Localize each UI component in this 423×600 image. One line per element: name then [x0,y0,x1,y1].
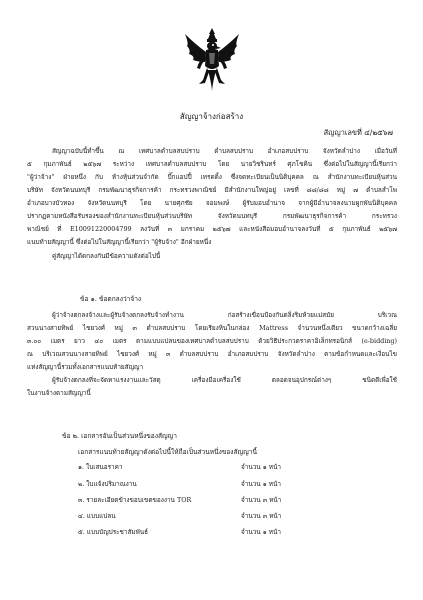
attachment-label: ๒. ใบแจ้งปริมาณงาน [78,480,137,488]
attachment-item [78,461,318,474]
clause-1-line: ผู้รับจ้างตกลงที่จะจัดหาแรงงานและวัสดุ เครื่องมือเครื่องใช้ ตลอดจนอุปกรณ์ต่างๆ ชนิดดีเพื่อใช้ [52,376,397,384]
attachment-item [78,510,318,523]
preamble-line: บริษัท จังหวัดนนทบุรี กรมพัฒนาธุรกิจการค้า กระทรวงพาณิชย์ มีสำนักงานใหญ่อยู่ เลขที่ ๘๘/๘๘ หมู่ ๗ ตำบลสำโพ [27,186,397,194]
preamble-line: สัญญาฉบับนี้ทำขึ้น ณ เทศบาลตำบลสบปราบ ตำบลสบปราบ อำเภอสบปราบ จังหวัดลำปาง เมื่อวันที่ [52,147,397,155]
preamble-closing: คู่สัญญาได้ตกลงกันมีข้อความดังต่อไปนี้ [52,252,161,260]
clause-1-line: ณ บริเวณสวนนางสายทิพย์ ไชยวงศ์ หมู่ ๓ ตำบลสบปราบ อำเภอสบปราบ จังหวัดลำปาง ตามข้อกำหนดและเงื่อนไข [27,350,397,358]
attachment-pages: จำนวน ๑ หน้า [241,480,281,488]
clause-2-heading: ข้อ ๒. เอกสารอันเป็นส่วนหนึ่งของสัญญา [62,432,177,440]
preamble-line: ปรากฏตามหนังสือรับรองของสำนักงานทะเบียนหุ้นส่วนบริษัท จังหวัดนนทบุรี กรมพัฒนาธุรกิจการค้า กระทรวง [27,212,397,220]
clause-1-line: ในงานจ้างตามสัญญานี้ [27,389,91,397]
preamble-line: แนบท้ายสัญญานี้ ซึ่งต่อไปในสัญญานี้เรียกว่า "ผู้รับจ้าง" อีกฝ่ายหนึ่ง [27,238,212,246]
attachment-label: ๑. ใบเสนอราคา [78,463,123,471]
clause-1-line: ผู้ว่าจ้างตกลงจ้างและผู้รับจ้างตกลงรับจ้างทำงาน ก่อสร้างเขื่อนป้องกันตลิ่งริมห้วยแม่สมัย บริเวณ [52,311,397,319]
attachment-label: ๓. รายละเอียดข้างขอบเขตของงาน TOR [78,496,192,504]
attachment-item [78,478,318,491]
attachment-pages: จำนวน ๑ หน้า [241,463,281,471]
clause-2-intro: เอกสารแนบท้ายสัญญาดังต่อไปนี้ให้ถือเป็นส่วนหนึ่งของสัญญานี้ [78,448,257,456]
clause-1-line: ๓.๐๐ เมตร ยาว ๔๐ เมตร ตามแบบแปลนของเทศบาลตำบลสบปราบ ด้วยวิธีประกวดราคาอิเล็กทรอนิกส์ (e-bidding) [27,337,397,345]
garuda-emblem-icon [181,26,243,94]
attachment-pages: จำนวน ๓ หน้า [241,512,282,520]
attachment-item [78,494,318,507]
attachment-label: ๕. แบบบัญประชาสัมพันธ์ [78,528,149,536]
contract-number: สัญญาเลขที่ ๔/๒๕๖๗ [323,128,393,137]
attachment-label: ๔. แบบแปลน [78,512,116,520]
attachment-pages: จำนวน ๑ หน้า [241,528,281,536]
document-title: สัญญาจ้างก่อสร้าง [179,112,244,121]
clause-1-heading: ข้อ ๑. ข้อตกลงว่าจ้าง [80,295,142,303]
preamble-line: พาณิชย์ ที่ E10091220004799 ลงวันที่ ๓ มกราคม ๒๕๖๗ และหนังสือมอบอำนาจลงวันที่ ๕ กุมภาพันธ์ ๒๕๖๗ [27,225,397,233]
clause-1-line: สวนนางสายทิพย์ ไชยวงศ์ หมู่ ๓ ตำบลสบปราบ โดยเรียงหินในกล่อง Mattress จำนวนหนึ่งเดียว ขนาดกว้างเฉลี่ย [27,324,397,332]
attachment-pages: จำนวน ๓ หน้า [241,496,282,504]
clause-1-line: แห่งสัญญานี้รวมทั้งเอกสารแนบท้ายสัญญา [27,363,144,371]
attachment-item [78,526,318,539]
preamble-line: ๕ กุมภาพันธ์ ๒๕๖๗ ระหว่าง เทศบาลตำบลสบปราบ โดย นายวิชรินทร์ ศุภโชคิน ซึ่งต่อไปในสัญญานี้เรียกว่า [27,160,397,168]
preamble-line: อำเภอบางบัวทอง จังหวัดนนทบุรี โดย นายศุภชัย จอมพงษ์ ผู้รับมอบอำนาจ จากผู้มีอำนาจลงนามผูกพันนิติบุคคล [27,199,397,207]
preamble-line: "ผู้ว่าจ้าง" ฝ่ายหนึ่ง กับ ห้างหุ้นส่วนจำกัด บี๊กแอปปี้ เทรดดิ้ง ซึ่งจดทะเบียนเป็นนิติบุคคล ณ สำนักงานทะเบียนหุ้นส่วน [27,173,397,181]
